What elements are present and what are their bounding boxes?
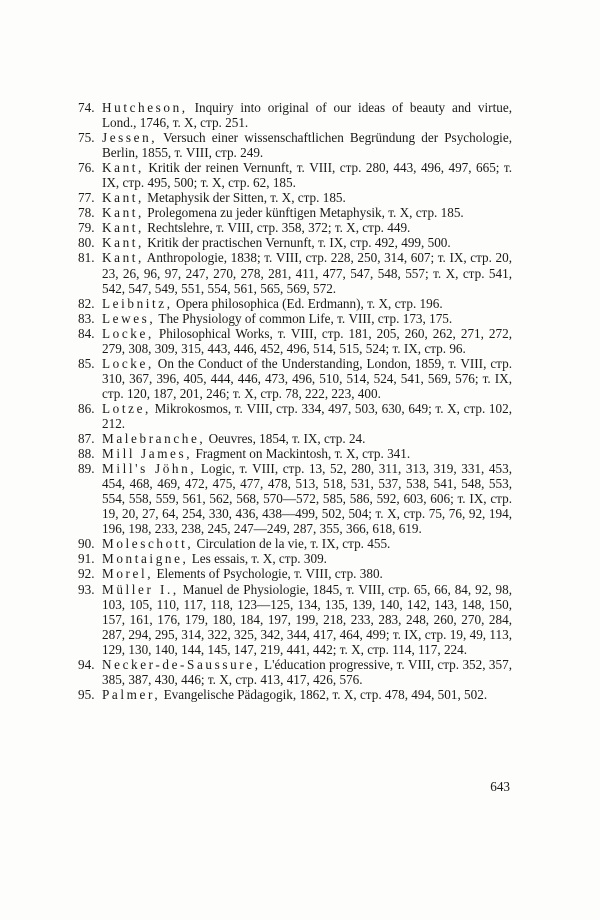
entry-text: Evangelische Pädagogik, 1862, т. X, стр. 478, 494, 501, 502. [160, 686, 488, 702]
entry-author: Mill's Jöhn, [102, 461, 197, 477]
entry-author: Kant, [102, 220, 144, 236]
entry-text: Versuch einer wissenschaftlichen Begründung der Psychologie, Berlin, 1855, т. VIII, стр. 249. [102, 130, 512, 161]
entry-number: 87. [78, 431, 95, 447]
entry-text: L'éducation progressive, т. VIII, стр. 352, 357, 385, 387, 430, 446; т. X, стр. 413, 417, 426, 576. [102, 656, 512, 687]
entry-number: 95. [78, 686, 95, 702]
entry-author: Jessen, [102, 130, 158, 146]
entry-number: 85. [78, 355, 95, 371]
bibliography-entry [78, 551, 512, 567]
page-number: 643 [490, 779, 510, 794]
entry-author: Hutcheson, [102, 100, 188, 115]
entry-number: 80. [78, 235, 95, 251]
entry-author: Kant, [102, 190, 144, 206]
entry-text: Circulation de la vie, т. IX, стр. 455. [193, 536, 391, 552]
entry-number: 90. [78, 536, 95, 552]
entry-text: Rechtslehre, т. VIII, стр. 358, 372; т. X, стр. 449. [143, 220, 411, 236]
entry-number: 91. [78, 551, 95, 567]
entry-text: Mikrokosmos, т. VIII, стр. 334, 497, 503, 630, 649; т. X, стр. 102, 212. [102, 400, 512, 431]
bibliography-entry [78, 130, 512, 161]
entry-author: Moleschott, [102, 536, 194, 552]
bibliography-entry [78, 566, 512, 582]
bibliography-entry [78, 220, 512, 236]
entry-author: Palmer, [102, 686, 161, 702]
entry-number: 78. [78, 205, 95, 221]
entry-author: Morel, [102, 566, 154, 582]
bibliography-entry [78, 400, 512, 431]
entry-text: Logic, т. VIII, стр. 13, 52, 280, 311, 313, 319, 331, 453, 454, 468, 469, 472, 475, 477, 478, 513, 518, 531, 537, 538, 541, 548, 553, 554, 558, 559, 561, 562, 568, 570—572, 585, 586, 592, 603, 606; т. IX, стр. 19, 20, 27, 64, 254, 330, 436, 438—499, 502, 504; т. X, стр. 75, 76, 92, 194, 196, 198, 233, 238, 245, 247—249, 287, 355, 366, 618, 619. [102, 461, 512, 537]
entry-number: 89. [78, 461, 95, 477]
bibliography-entry [78, 250, 512, 296]
entry-number: 86. [78, 400, 95, 416]
entry-author: Mill James, [102, 446, 193, 462]
entry-text: Manuel de Physiologie, 1845, т. VIII, стр. 65, 66, 84, 92, 98, 103, 105, 110, 117, 118, 123—125, 134, 135, 139, 140, 142, 143, 148, 150, 157, 161, 176, 179, 180, 184, 197, 199, 218, 233, 283, 248, 260, 270, 284, 287, 294, 295, 314, 322, 325, 342, 344, 417, 464, 499; т. IX, стр. 19, 49, 113, 129, 130, 140, 144, 145, 147, 219, 441, 442; т. X, стр. 114, 117, 224. [102, 581, 512, 657]
entry-author: Kant, [102, 235, 144, 251]
entry-number: 93. [78, 581, 95, 597]
entry-text: Fragment on Mackintosh, т. X, стр. 341. [192, 446, 411, 462]
entry-number: 82. [78, 295, 95, 311]
entry-author: Locke, [102, 355, 154, 371]
entry-number: 83. [78, 310, 95, 326]
bibliography-entry [78, 190, 512, 206]
bibliography-entry [78, 205, 512, 221]
bibliography-entry [78, 295, 512, 311]
entry-author: Necker-de-Saussure, [102, 656, 261, 672]
entry-text: On the Conduct of the Understanding, London, 1859, т. VIII, стр. 310, 367, 396, 405, 444, 446, 473, 496, 510, 514, 524, 541, 569, 576; т. IX, стр. 120, 187, 201, 246; т. X, стр. 78, 222, 223, 400. [102, 355, 512, 401]
entry-number: 75. [78, 130, 95, 146]
entry-number: 79. [78, 220, 95, 236]
entry-text: Kritik der reinen Vernunft, т. VIII, стр. 280, 443, 496, 497, 665; т. IX, стр. 495, 500; т. X, стр. 62, 185. [102, 160, 512, 191]
bibliography-list [78, 100, 512, 702]
entry-text: Inquiry into original of our ideas of beauty and virtue, Lond., 1746, т. X, стр. 251. [102, 100, 512, 131]
bibliography-entry [78, 325, 512, 356]
entry-author: Montaigne, [102, 551, 189, 567]
entry-number: 88. [78, 446, 95, 462]
entry-number: 94. [78, 656, 95, 672]
bibliography-entry [78, 686, 512, 702]
entry-author: Müller I., [102, 581, 179, 597]
bibliography-entry [78, 656, 512, 687]
entry-text: Les essais, т. X, стр. 309. [188, 551, 327, 567]
entry-author: Kant, [102, 205, 144, 221]
entry-text: Opera philosophica (Ed. Erdmann), т. X, стр. 196. [172, 295, 443, 311]
entry-number: 76. [78, 160, 95, 176]
bibliography-entry [78, 461, 512, 537]
bibliography-entry [78, 355, 512, 401]
entry-author: Leibnitz, [102, 295, 173, 311]
entry-number: 84. [78, 325, 95, 341]
bibliography-entry [78, 235, 512, 251]
bibliography-entry [78, 536, 512, 552]
entry-author: Lewes, [102, 310, 156, 326]
entry-text: Oeuvres, 1854, т. IX, стр. 24. [205, 431, 366, 447]
entry-text: Metaphysik der Sitten, т. X, стр. 185. [143, 190, 346, 206]
entry-text: Prolegomena zu jeder künftigen Metaphysik, т. X, стр. 185. [143, 205, 464, 221]
entry-text: The Physiology of common Life, т. VIII, стр. 173, 175. [155, 310, 453, 326]
entry-number: 92. [78, 566, 95, 582]
bibliography-entry [78, 310, 512, 326]
bibliography-entry [78, 446, 512, 462]
entry-text: Kritik der practischen Vernunft, т. IX, стр. 492, 499, 500. [143, 235, 451, 251]
entry-number: 77. [78, 190, 95, 206]
entry-author: Kant, [102, 250, 144, 266]
entry-author: Lotze, [102, 400, 151, 416]
entry-author: Locke, [102, 325, 154, 341]
bibliography-entry [78, 581, 512, 657]
entry-author: Kant, [102, 160, 144, 176]
bibliography-entry [78, 100, 512, 131]
entry-text: Elements of Psychologie, т. VIII, стр. 380. [153, 566, 383, 582]
entry-text: Philosophical Works, т. VIII, стр. 181, 205, 260, 262, 271, 272, 279, 308, 309, 315, 443, 446, 452, 496, 514, 515, 524; т. IX, стр. 96. [102, 325, 512, 356]
bibliography-entry [78, 431, 512, 447]
entry-number: 81. [78, 250, 95, 266]
entry-author: Malebranche, [102, 431, 206, 447]
bibliography-entry [78, 160, 512, 191]
entry-number: 74. [78, 100, 95, 115]
entry-text: Anthropologie, 1838; т. VIII, стр. 228, 250, 314, 607; т. IX, стр. 20, 23, 26, 96, 97, 247, 270, 278, 281, 411, 477, 547, 548, 557; т. X, стр. 541, 542, 547, 549, 551, 554, 561, 565, 569, 572. [102, 250, 512, 296]
